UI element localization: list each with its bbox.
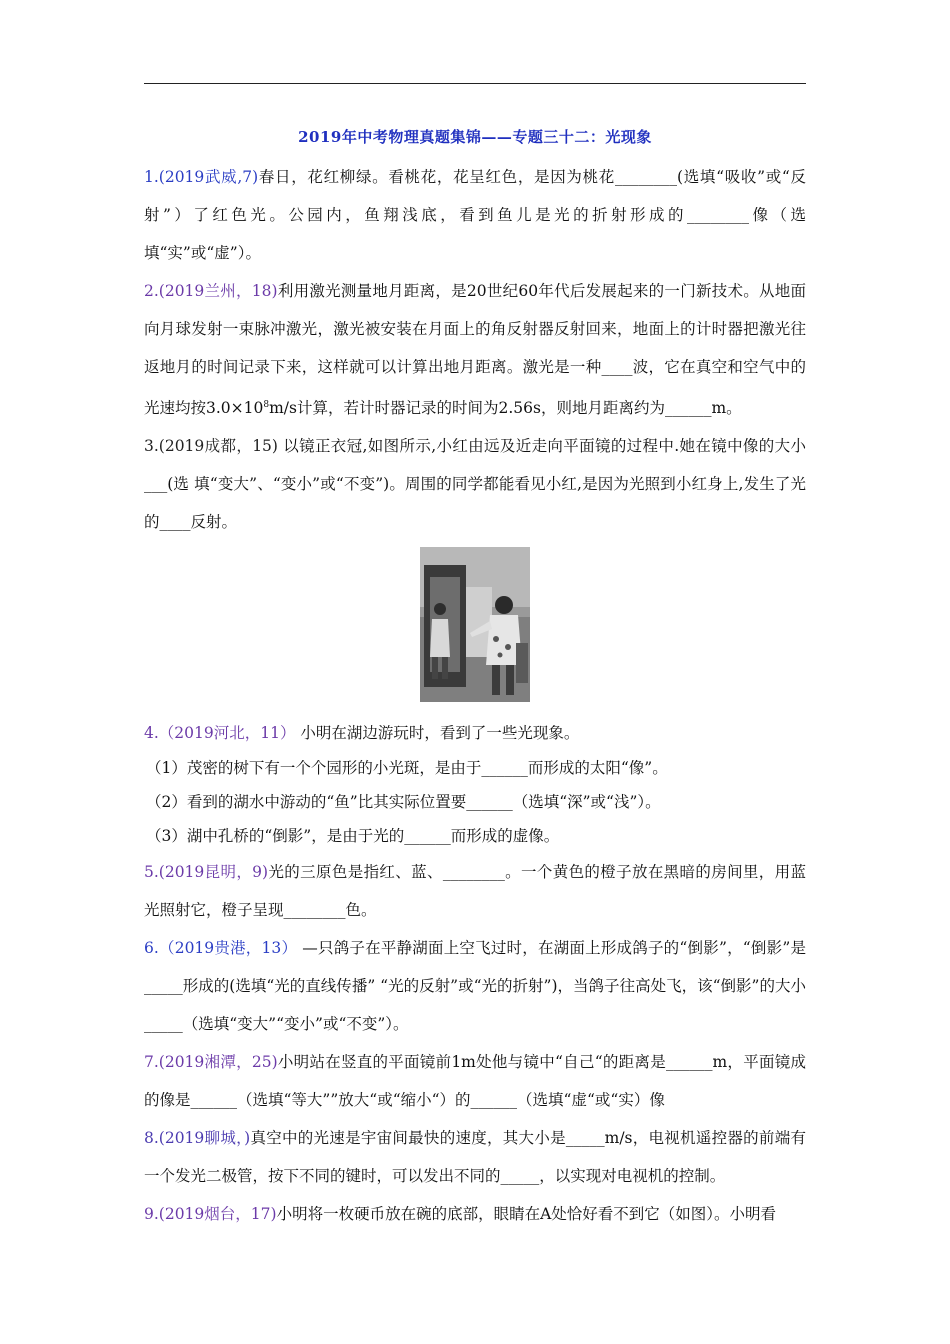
mirror-photo-area: [144, 547, 806, 709]
question-6: [144, 929, 806, 1043]
question-6-text: —只鸽子在平静湖面上空飞过时，在湖面上形成鸽子的“倒影”，“倒影”是_____形成的(选填“光的直线传播” “光的反射”或“光的折射”)，当鸽子往高处飞，该“倒影”的大小_____（选填“变大”“变小”或“不变”）。: [144, 939, 806, 1034]
question-9: [144, 1195, 806, 1233]
question-3-text: 以镜正衣冠,如图所示,小红由远及近走向平面镜的过程中.她在镜中像的大小___(选 填“变大”、“变小”或“不变”)。周围的同学都能看见小红,是因为光照到小红身上,发生了光的____反射。: [144, 437, 806, 532]
question-3-source: 3.(2019成都，15): [144, 437, 278, 456]
question-9-source: 9.(2019烟台，17): [144, 1205, 277, 1224]
mirror-photo: [420, 547, 530, 702]
question-2-text-a: 利用激光测量地月距离，是20世纪60年代后发展起来的一门新技术。从地面向月球发射一束脉冲激光，激光被安装在月面上的角反射器反射回来，地面上的计时器把激光往返地月的时间记录下来，这样就可以计算出地月距离。激光是一种____波，它在真空和空气中的光速均按3.0×10: [144, 282, 806, 418]
question-list: [144, 158, 806, 1233]
question-7: [144, 1043, 806, 1119]
question-2-source: 2.(2019兰州，18): [144, 282, 278, 300]
question-4-source: 4.（2019河北，11）: [144, 724, 296, 743]
question-2: [144, 272, 806, 427]
question-4-sub-2: （2）看到的湖水中游动的“鱼”比其实际位置要______（选填“深”或“浅”）。: [146, 793, 661, 812]
question-2-text-b: m/s计算，若计时器记录的时间为2.56s，则地月距离约为______m。: [269, 399, 742, 418]
question-9-text: 小明将一枚硬币放在碗的底部，眼睛在A处恰好看不到它（如图）。小明看: [276, 1205, 777, 1224]
question-7-source: 7.(2019湘潭，25): [144, 1053, 278, 1072]
question-3: [144, 427, 806, 541]
question-7-text: 小明站在竖直的平面镜前1m处他与镜中“自己“的距离是______m，平面镜成的像是______（选填“等大””放大“或“缩小“）的______（选填“虚“或“实）像: [144, 1053, 806, 1110]
question-4-sub-1: （1）茂密的树下有一个个园形的小光斑，是由于______而形成的太阳“像”。: [146, 759, 668, 778]
question-8: [144, 1119, 806, 1195]
question-8-text: 真空中的光速是宇宙间最快的速度，其大小是_____m/s，电视机遥控器的前端有一个发光二极管，按下不同的键时，可以发出不同的_____，以实现对电视机的控制。: [144, 1129, 806, 1186]
header-rule: [144, 83, 806, 84]
question-4: [144, 715, 806, 751]
page-title: 2019年中考物理真题集锦——专题三十二：光现象: [298, 128, 652, 146]
question-1: [144, 158, 806, 272]
question-5: [144, 853, 806, 929]
question-4-sub-3: （3）湖中孔桥的“倒影”，是由于光的______而形成的虚像。: [146, 827, 560, 846]
question-5-text: 光的三原色是指红、蓝、________。一个黄色的橙子放在黑暗的房间里，用蓝光照射它，橙子呈现________色。: [144, 863, 806, 920]
question-1-text: 春日，花红柳绿。看桃花，花呈红色，是因为桃花________(选填“吸收”或“反射”）了红色光。公园内，鱼翔浅底，看到鱼儿是光的折射形成的________像（选填“实”或“虚”）。: [144, 168, 806, 262]
question-1-source: 1.(2019武威,7): [144, 168, 259, 186]
question-5-source: 5.(2019昆明，9): [144, 863, 269, 882]
question-2-exponent: 8: [263, 400, 270, 410]
question-4-text: 小明在湖边游玩时，看到了一些光现象。: [300, 724, 580, 743]
question-6-source: 6.（2019贵港，13）: [144, 939, 298, 958]
question-8-source: 8.(2019聊城，): [144, 1129, 251, 1148]
